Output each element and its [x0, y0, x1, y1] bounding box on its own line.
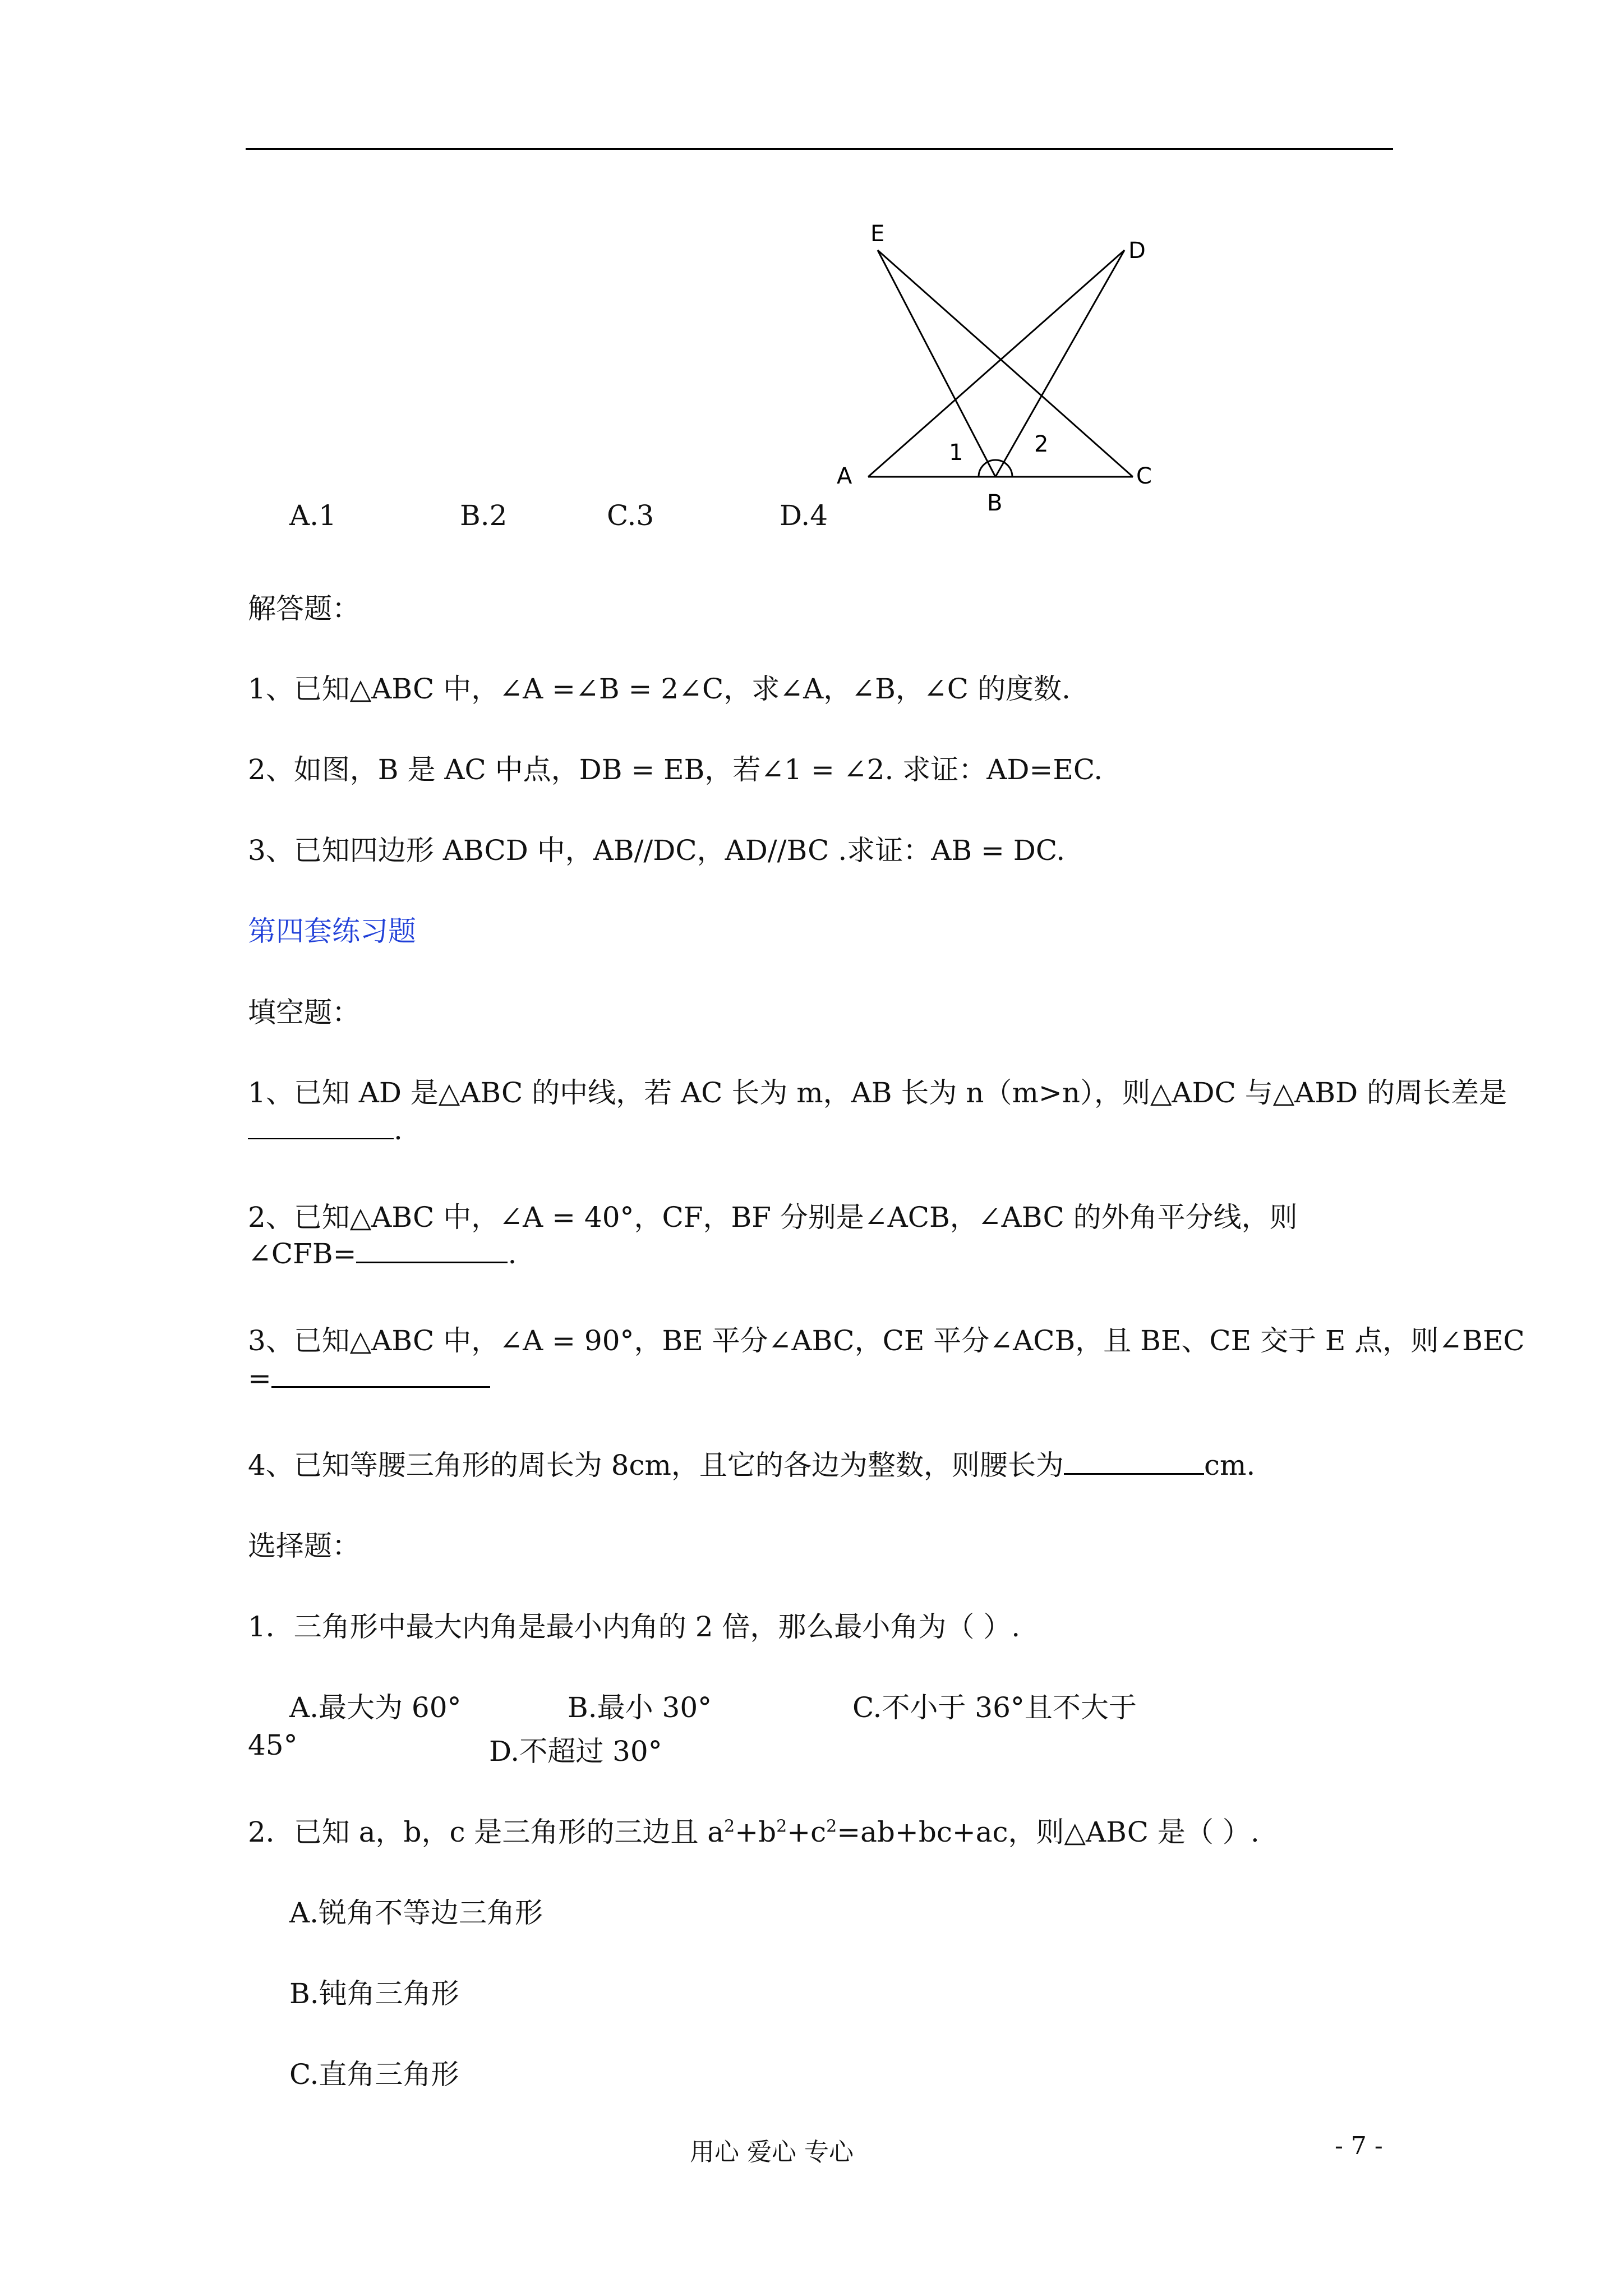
label-angle-2: 2 [1034, 431, 1049, 457]
answer-q1: 1、已知△ABC 中，∠A =∠B = 2∠C，求∠A，∠B，∠C 的度数. [248, 673, 1071, 705]
fill-q3-line2: = [248, 1362, 490, 1395]
header-rule [246, 148, 1393, 150]
fill-heading: 填空题： [248, 996, 360, 1029]
fill-q2-blank [356, 1239, 508, 1263]
option-a: A.1 [289, 499, 336, 532]
choice-q2-option-b: B.钝角三角形 [289, 1977, 459, 2010]
fill-q3: 3、已知△ABC 中，∠A = 90°，BE 平分∠ABC，CE 平分∠ACB，且 BE、CE 交于 E 点，则∠BEC [248, 1324, 1525, 1357]
answer-heading: 解答题： [248, 592, 360, 625]
footer-motto: 用心 爱心 专心 [690, 2138, 854, 2166]
choice-q2-option-a: A.锐角不等边三角形 [289, 1897, 543, 1929]
segment-ad [868, 250, 1124, 477]
answer-q2: 2、如图，B 是 AC 中点，DB = EB，若∠1 = ∠2. 求证：AD=EC. [248, 753, 1103, 786]
label-a: A [837, 463, 852, 489]
segment-be [878, 250, 995, 477]
triangle-figure [819, 213, 1166, 527]
fill-q1: 1、已知 AD 是△ABC 的中线，若 AC 长为 m，AB 长为 n（m>n），则△ADC 与△ABD 的周长差是 [248, 1076, 1507, 1109]
set4-title: 第四套练习题 [248, 915, 416, 947]
label-angle-1: 1 [949, 440, 963, 466]
option-b: B.2 [460, 499, 508, 532]
choice-q1-option-b: B.最小 30° [568, 1691, 712, 1724]
fill-q2-line2: ∠CFB= . [248, 1237, 517, 1270]
fill-q4-blank [1064, 1451, 1204, 1475]
choice-q1: 1．三角形中最大内角是最小内角的 2 倍，那么最小角为（ ）. [248, 1611, 1021, 1643]
label-d: D [1128, 238, 1146, 264]
label-e: E [870, 221, 885, 247]
option-c: C.3 [607, 499, 654, 532]
choice-q2-option-c: C.直角三角形 [289, 2058, 459, 2091]
choice-q1-option-d: D.不超过 30° [489, 1735, 662, 1768]
page-number: - 7 - [1335, 2132, 1383, 2160]
choice-q1-option-c-cont: 45° [248, 1729, 298, 1761]
fill-q1-line2: . [248, 1114, 403, 1146]
option-d: D.4 [780, 499, 828, 532]
answer-q3: 3、已知四边形 ABCD 中，AB//DC，AD//BC .求证：AB = DC. [248, 834, 1066, 867]
label-c: C [1136, 463, 1152, 489]
label-b: B [987, 490, 1003, 516]
segment-ec [878, 250, 1133, 477]
choice-heading: 选择题： [248, 1530, 360, 1562]
fill-q2: 2、已知△ABC 中，∠A = 40°，CF，BF 分别是∠ACB，∠ABC 的外角平分线，则 [248, 1201, 1298, 1234]
fill-q3-blank [271, 1364, 490, 1388]
angle-arc [979, 460, 1012, 477]
choice-q1-option-a: A.最大为 60° [289, 1691, 462, 1724]
fill-q4: 4、已知等腰三角形的周长为 8cm，且它的各边为整数，则腰长为 cm. [248, 1449, 1256, 1481]
choice-q1-option-c: C.不小于 36°且不大于 [852, 1691, 1137, 1724]
fill-q1-blank [248, 1116, 394, 1139]
segment-bd [995, 250, 1124, 477]
choice-q2: 2．已知 a，b，c 是三角形的三边且 $a^2+b^2+c^2=ab+bc+ac$，则△ABC 是（ ）. [248, 1816, 1260, 1848]
